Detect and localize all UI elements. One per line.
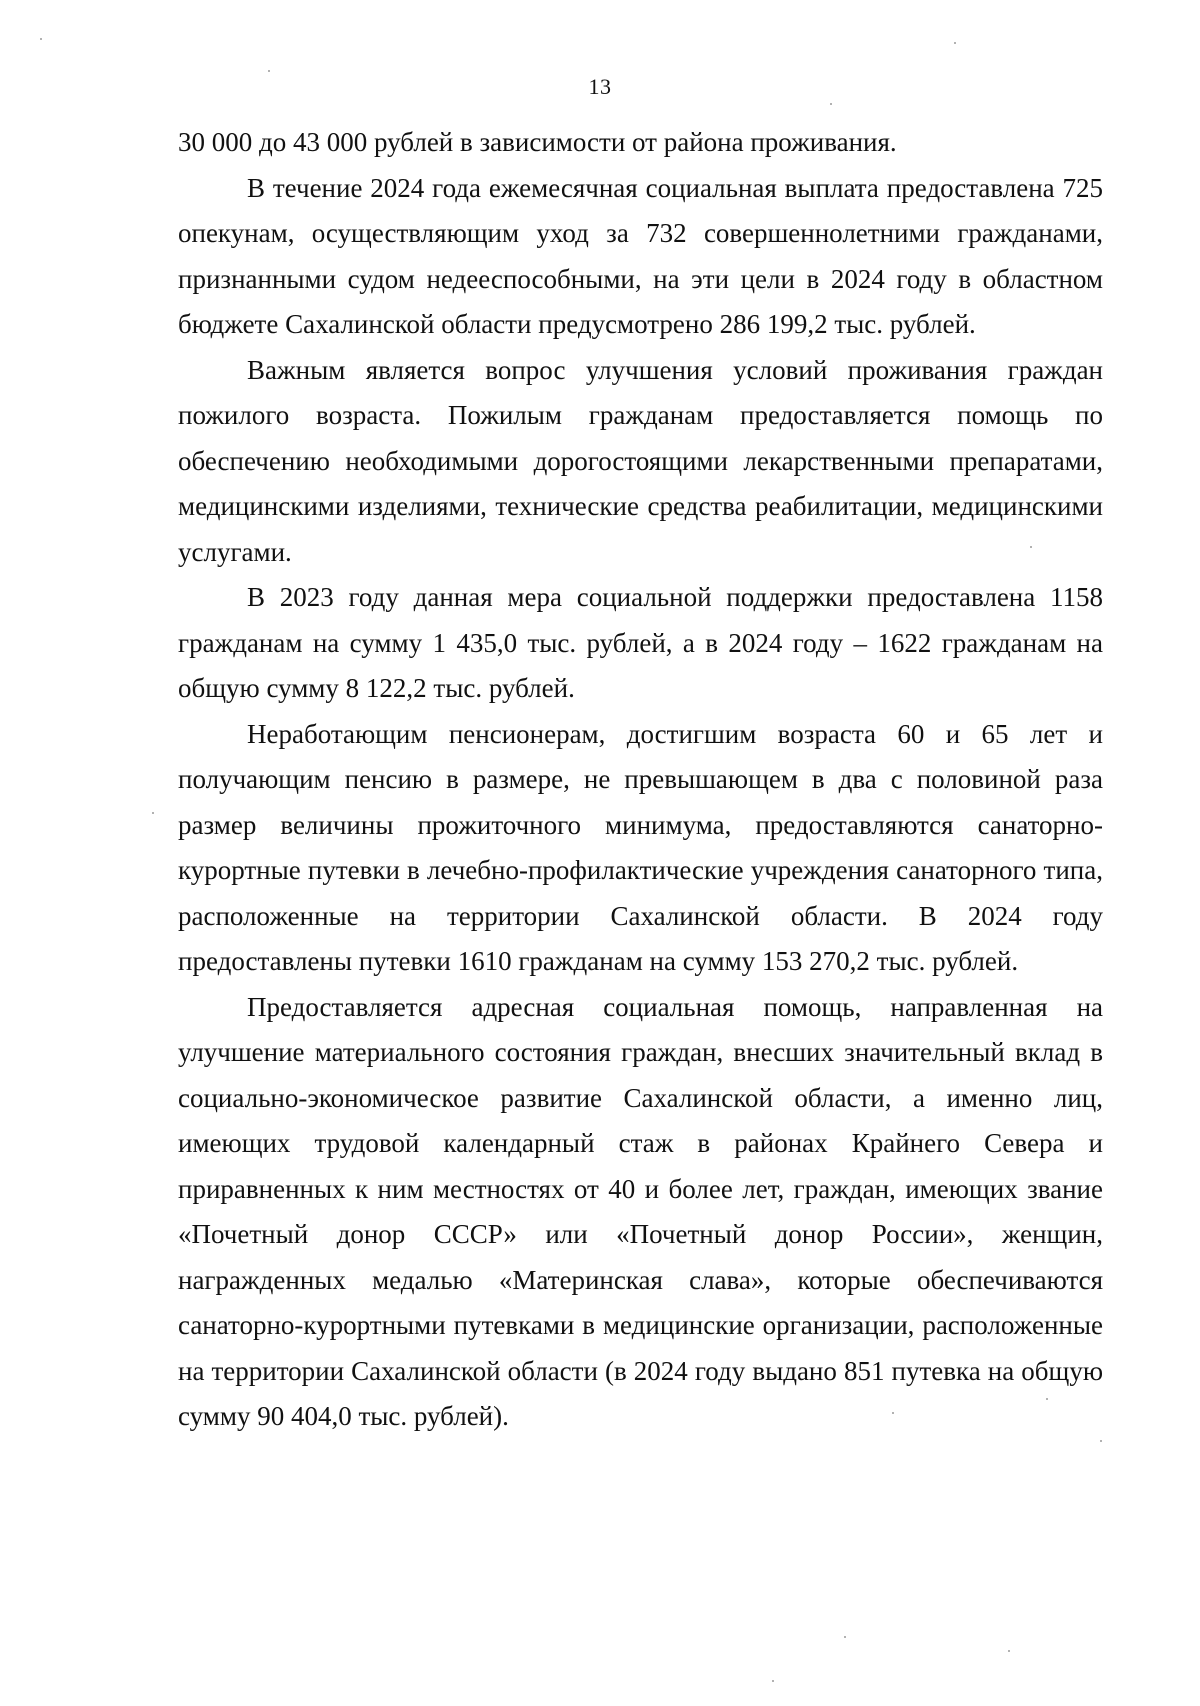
scan-speck [268, 70, 270, 72]
scan-speck [954, 42, 956, 44]
scan-speck [1030, 546, 1032, 548]
scan-speck [844, 1636, 846, 1638]
scan-speck [152, 812, 154, 814]
page-number: 13 [588, 74, 612, 99]
scan-speck [40, 38, 42, 40]
scan-speck [892, 1412, 894, 1414]
scan-speck [830, 103, 832, 105]
document-body [178, 120, 1103, 1440]
paragraph-targeted-assistance: Предоставляется адресная социальная помощь, направленная на улучшение материального состояния граждан, внесших значительный вклад в социально-экономическое развитие Сахалинской области, а именно лиц, имеющих трудовой календарный стаж в районах Крайнего Севера и приравненных к ним местностях от 40 и более лет, граждан, имеющих звание «Почетный донор СССР» или «Почетный донор России», женщин, награжденных медалью «Материнская слава», которые обеспечиваются санаторно-курортными путевками в медицинские организации, расположенные на территории Сахалинской области (в 2024 году выдано 851 путевка на общую сумму 90 404,0 тыс. рублей). [178, 991, 1103, 1431]
paragraph-guardians-payment: В течение 2024 года ежемесячная социальная выплата предоставлена 725 опекунам, осуществляющим уход за 732 совершеннолетними гражданами, признанными судом недееспособными, на эти цели в 2024 году в областном бюджете Сахалинской области предусмотрено 286 199,2 тыс. рублей. [178, 172, 1103, 339]
paragraph-support-statistics: В 2023 году данная мера социальной поддержки предоставлена 1158 гражданам на сумму 1 435,0 тыс. рублей, а в 2024 году – 1622 гражданам на общую сумму 8 122,2 тыс. рублей. [178, 582, 1103, 703]
paragraph-continuation: 30 000 до 43 000 рублей в зависимости от района проживания. [178, 127, 897, 157]
paragraph-elderly-support: Важным является вопрос улучшения условий проживания граждан пожилого возраста. Пожилым гражданам предоставляется помощь по обеспечению необходимыми дорогостоящими лекарственными препаратами, медицинскими изделиями, технические средства реабилитации, медицинскими услугами. [178, 354, 1103, 567]
scan-speck [1046, 1398, 1048, 1400]
paragraph-sanatorium-vouchers: Неработающим пенсионерам, достигшим возраста 60 и 65 лет и получающим пенсию в размере, не превышающем в два с половиной раза размер величины прожиточного минимума, предоставляются санаторно-курортные путевки в лечебно-профилактические учреждения санаторного типа, расположенные на территории Сахалинской области. В 2024 году предоставлены путевки 1610 гражданам на сумму 153 270,2 тыс. рублей. [178, 718, 1103, 976]
scan-speck [1008, 1650, 1010, 1652]
scan-speck [772, 1680, 774, 1682]
scan-speck [1100, 1440, 1102, 1442]
